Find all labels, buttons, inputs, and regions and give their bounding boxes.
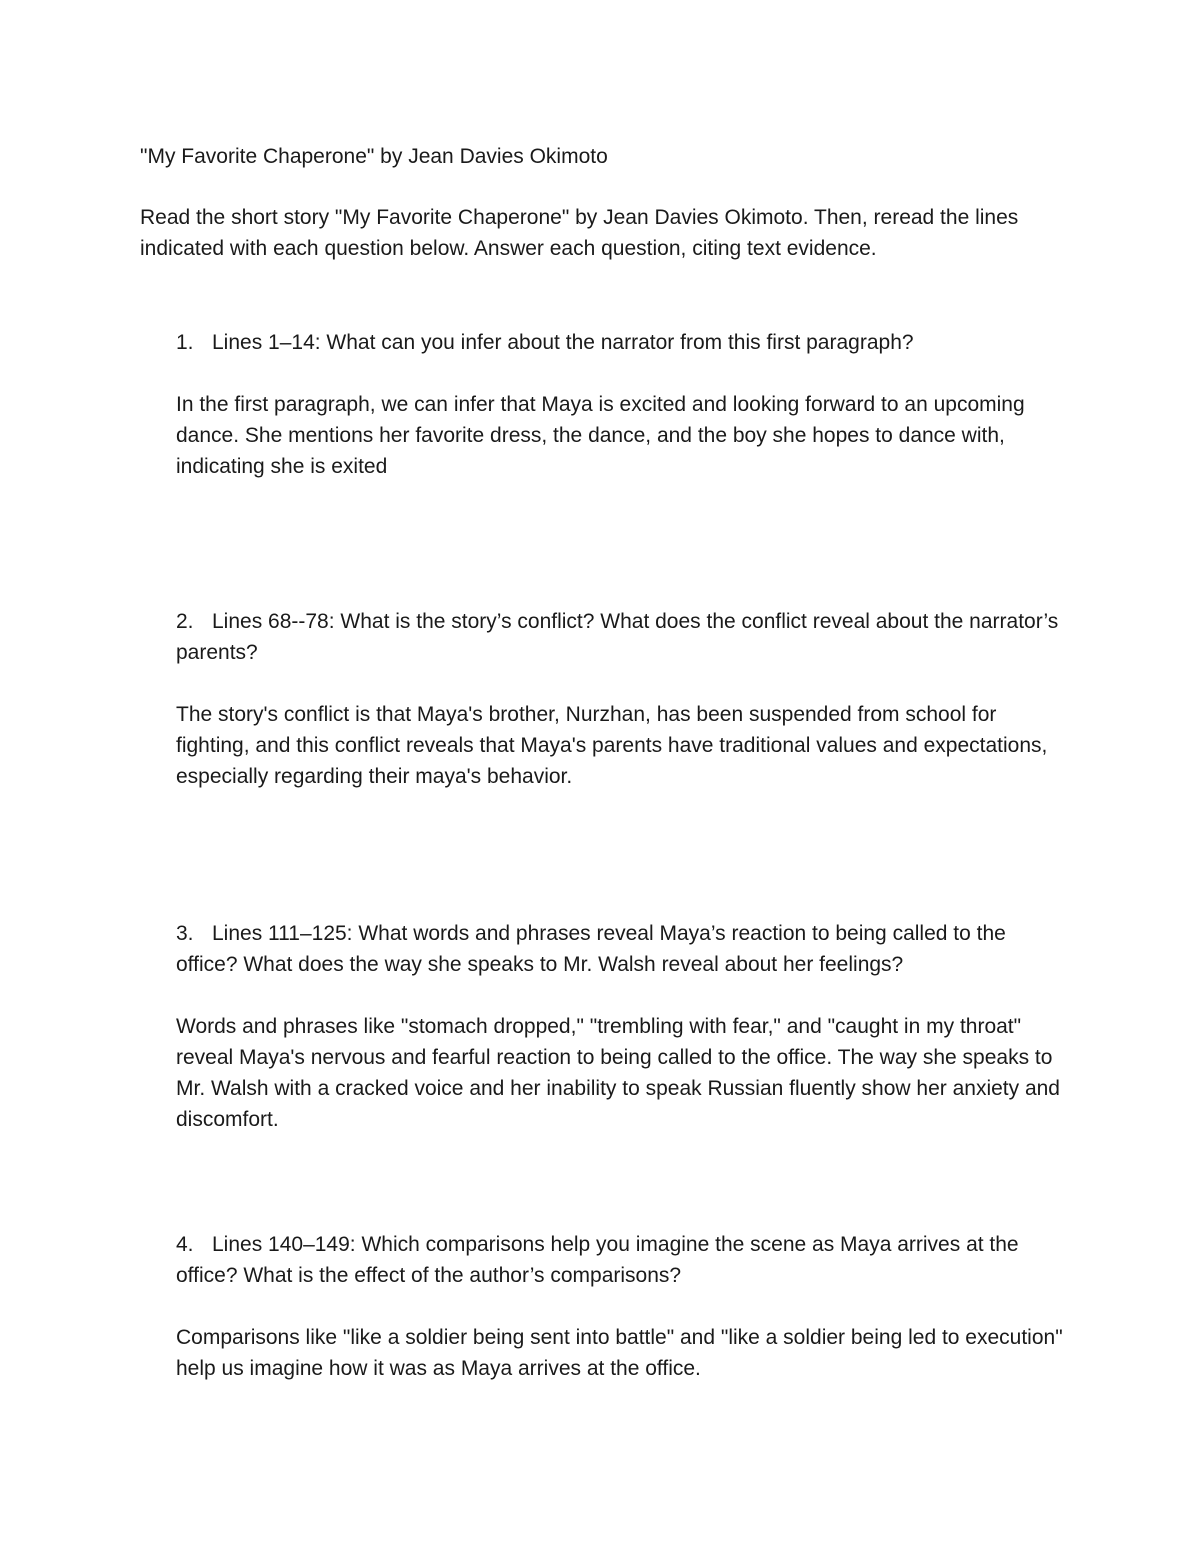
question-number: 1. — [176, 331, 194, 354]
question-number: 4. — [176, 1233, 194, 1256]
answer-2: The story's conflict is that Maya's brother, Nurzhan, has been suspended from school for fighting, and this conflict reveals that Maya's parents have traditional values and expectations, especially regarding their maya's behavior. — [176, 703, 1048, 788]
question-1 — [176, 327, 1066, 358]
document-title: "My Favorite Chaperone" by Jean Davies Okimoto — [140, 145, 608, 168]
question-number: 3. — [176, 922, 194, 945]
question-text: Lines 68--78: What is the story’s conflict? What does the conflict reveal about the narrator’s parents? — [176, 610, 1059, 664]
question-text: Lines 111–125: What words and phrases reveal Maya’s reaction to being called to the office? What does the way she speaks to Mr. Walsh reveal about her feelings? — [176, 922, 1006, 976]
question-text: Lines 140–149: Which comparisons help you imagine the scene as Maya arrives at the office? What is the effect of the author’s comparisons? — [176, 1233, 1019, 1287]
question-4 — [176, 1229, 1066, 1291]
answer-1: In the first paragraph, we can infer that Maya is excited and looking forward to an upcoming dance. She mentions her favorite dress, the dance, and the boy she hopes to dance with, indicating she is exited — [176, 393, 1025, 478]
answer-4: Comparisons like "like a soldier being sent into battle" and "like a soldier being led to execution" help us imagine how it was as Maya arrives at the office. — [176, 1326, 1063, 1380]
instructions-paragraph: Read the short story "My Favorite Chaperone" by Jean Davies Okimoto. Then, reread the lines indicated with each question below. Answer each question, citing text evidence. — [140, 206, 1019, 260]
question-text: Lines 1–14: What can you infer about the narrator from this first paragraph? — [212, 331, 914, 354]
question-2 — [176, 606, 1066, 668]
question-number: 2. — [176, 610, 194, 633]
answer-3: Words and phrases like "stomach dropped," "trembling with fear," and "caught in my throat" reveal Maya's nervous and fearful reaction to being called to the office. The way she speaks to Mr. Walsh with a cracked voice and her inability to speak Russian fluently show her anxiety and discomfort. — [176, 1015, 1060, 1131]
question-3 — [176, 918, 1066, 980]
